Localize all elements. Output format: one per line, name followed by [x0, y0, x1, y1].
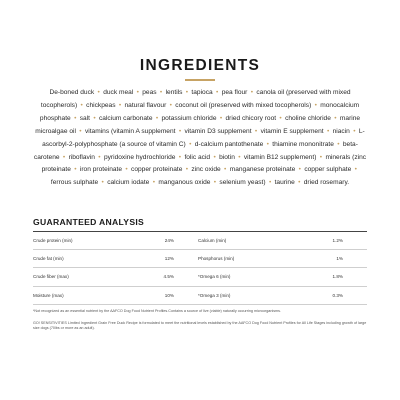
ingredient-separator: •: [213, 179, 217, 187]
analysis-value: 24%: [164, 238, 174, 244]
ingredient-separator: •: [74, 166, 77, 174]
ingredient-item: L-ascorbyl-2-polyphosphate (a source of vitamin C): [42, 127, 365, 148]
ingredient-item: calcium iodate: [107, 179, 150, 187]
ingredient-separator: •: [314, 101, 317, 109]
ingredient-item: taurine: [274, 179, 295, 187]
ingredient-item: marine microalgae oil: [35, 114, 361, 135]
guaranteed-analysis-table: [33, 232, 367, 305]
ingredient-item: manganese proteinate: [229, 166, 296, 174]
ingredient-separator: •: [254, 127, 258, 135]
analysis-label: Calcium (min): [198, 238, 227, 244]
ingredient-item: iron proteinate: [79, 166, 123, 174]
analysis-row: [198, 268, 367, 286]
ingredient-separator: •: [238, 153, 241, 161]
ingredient-separator: •: [353, 127, 356, 135]
ingredient-item: selenium yeast): [219, 179, 266, 187]
analysis-label: Moisture (max): [33, 292, 64, 298]
ingredient-separator: •: [279, 114, 282, 122]
analysis-label: *Omega 3 (min): [198, 292, 231, 298]
ingredient-item: monocalcium phosphate: [39, 101, 360, 122]
ingredient-separator: •: [298, 179, 301, 187]
ingredient-separator: •: [101, 179, 104, 187]
ingredient-separator: •: [298, 166, 301, 174]
ingredient-item: d-calcium pantothenate: [194, 140, 264, 148]
analysis-value: 12%: [164, 256, 174, 262]
ingredient-item: vitamin E supplement: [260, 127, 324, 135]
ingredient-separator: •: [169, 101, 172, 109]
ingredient-item: zinc oxide: [191, 166, 221, 174]
ingredient-item: natural flavour: [124, 101, 167, 109]
ingredient-separator: •: [98, 153, 101, 161]
ingredient-separator: •: [216, 89, 219, 96]
ingredient-item: pyridoxine hydrochloride: [103, 153, 176, 161]
analysis-row: [33, 250, 198, 268]
ingredient-separator: •: [337, 140, 340, 148]
analysis-value: 1%: [336, 256, 343, 262]
analysis-value: 4.5%: [163, 274, 174, 280]
ingredient-item: coconut oil (preserved with mixed tocopherols): [175, 101, 312, 109]
ingredient-separator: •: [219, 114, 223, 122]
title-accent-rule: [185, 79, 215, 81]
guaranteed-analysis-title: GUARANTEED ANALYSIS: [33, 217, 145, 227]
analysis-column-right: [198, 232, 367, 305]
ingredient-item: salt: [79, 114, 90, 122]
analysis-value: 1.2%: [332, 238, 343, 244]
ingredient-item: canola oil (preserved with mixed tocopherols): [40, 89, 351, 109]
ingredient-item: minerals (zinc proteinate: [41, 153, 367, 174]
ingredient-separator: •: [334, 114, 337, 122]
ingredient-separator: •: [155, 114, 159, 122]
ingredient-item: ferrous sulphate: [50, 179, 99, 187]
ingredient-separator: •: [136, 89, 139, 96]
ingredient-item: tapioca: [191, 89, 213, 96]
ingredient-separator: •: [97, 89, 100, 96]
ingredient-item: choline chloride: [285, 114, 331, 122]
ingredient-separator: •: [93, 114, 96, 122]
ingredients-title: INGREDIENTS: [139, 57, 261, 74]
analysis-value: 1.8%: [332, 274, 343, 280]
analysis-label: Crude fat (min): [33, 256, 64, 262]
ingredient-separator: •: [224, 166, 227, 174]
ingredient-item: pea flour: [221, 89, 248, 96]
ingredient-separator: •: [79, 127, 82, 135]
ingredient-item: duck meal: [103, 89, 134, 96]
analysis-label: Crude fiber (max): [33, 274, 69, 280]
ingredient-item: De-boned duck: [49, 89, 95, 96]
ingredient-separator: •: [185, 89, 189, 96]
ingredient-separator: •: [185, 166, 189, 174]
analysis-row: [33, 232, 198, 250]
ingredient-item: vitamins (vitamin A supplement: [84, 127, 176, 135]
analysis-row: [198, 232, 367, 250]
ingredient-separator: •: [152, 179, 155, 187]
ingredient-separator: •: [354, 166, 357, 174]
analysis-row: [198, 287, 367, 305]
ingredient-separator: •: [250, 89, 254, 96]
ingredient-separator: •: [178, 127, 182, 135]
ingredient-item: biotin: [219, 153, 235, 161]
ingredient-item: copper proteinate: [131, 166, 183, 174]
ingredient-separator: •: [189, 140, 192, 148]
ingredient-item: vitamin B12 supplement): [243, 153, 317, 161]
ingredient-separator: •: [266, 140, 269, 148]
ingredient-separator: •: [319, 153, 323, 161]
ingredient-item: vitamin D3 supplement: [184, 127, 252, 135]
ingredient-item: lentils: [165, 89, 183, 96]
ingredient-separator: •: [268, 179, 272, 187]
ingredient-item: calcium carbonate: [99, 114, 153, 122]
ingredient-item: dried rosemary.: [303, 179, 350, 187]
analysis-label: *Omega 6 (min): [198, 274, 231, 280]
ingredient-item: copper sulphate: [304, 166, 352, 174]
ingredient-item: thiamine mononitrate: [272, 140, 334, 148]
ingredient-item: riboflavin: [68, 153, 95, 161]
ingredient-separator: •: [178, 153, 182, 161]
ingredient-item: niacin: [332, 127, 350, 135]
analysis-footnote: *Not recognized as an essential nutrient by the AAFCO Dog Food Nutrient Profiles.Contains a source of live (viable) naturally occurring microorganisms.: [33, 309, 281, 313]
ingredient-item: peas: [142, 89, 157, 96]
analysis-value: 0.3%: [332, 292, 343, 298]
ingredient-separator: •: [326, 127, 330, 135]
ingredients-list: [33, 87, 367, 190]
ingredient-item: dried chicory root: [225, 114, 277, 122]
analysis-row: [198, 250, 367, 268]
ingredient-item: potassium chloride: [161, 114, 217, 122]
ingredient-separator: •: [213, 153, 216, 161]
ingredient-separator: •: [80, 101, 83, 109]
ingredient-separator: •: [125, 166, 128, 174]
ingredient-item: beta-carotene: [33, 140, 358, 161]
analysis-column-left: [33, 232, 198, 305]
analysis-row: [33, 287, 198, 305]
analysis-label: Crude protein (min): [33, 238, 73, 244]
ingredient-separator: •: [159, 89, 163, 96]
ingredient-separator: •: [74, 114, 77, 122]
ingredient-item: manganous oxide: [158, 179, 211, 187]
ingredient-separator: •: [62, 153, 66, 161]
analysis-label: Phosphorus (min): [198, 256, 235, 262]
aafco-statement: GO! SENSITIVITIES Limited Ingredient Grain Free Duck Recipe is formulated to meet the nutritional levels established by the AAFCO Dog Food Nutrient Profiles for All Life Stages including growth of large size dogs (70lbs or more as an adult).: [33, 321, 367, 331]
ingredient-separator: •: [118, 101, 122, 109]
ingredient-item: folic acid: [184, 153, 211, 161]
ingredient-item: chickpeas: [86, 101, 116, 109]
analysis-value: 10%: [164, 292, 174, 298]
analysis-row: [33, 268, 198, 286]
